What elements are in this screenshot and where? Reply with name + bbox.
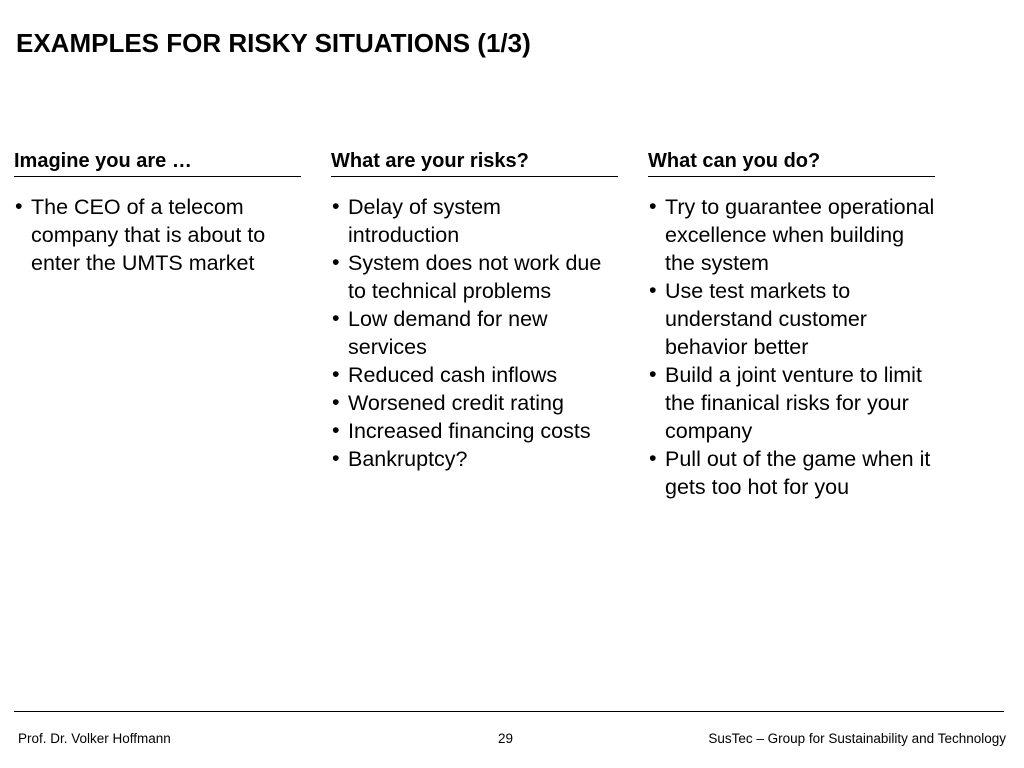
list-item [648, 277, 935, 361]
list-item-text: System does not work due to technical problems [348, 251, 602, 303]
list-item-text: Delay of system introduction [348, 195, 501, 247]
bullet-icon: • [332, 390, 340, 414]
bullet-icon: • [332, 250, 340, 274]
footer-divider [14, 711, 1004, 712]
column-heading-imagine: Imagine you are … [14, 146, 301, 177]
list-item-text: Pull out of the game when it gets too hot for you [665, 447, 931, 499]
column-imagine [14, 146, 301, 277]
bullet-icon: • [649, 446, 657, 470]
bullet-icon: • [649, 362, 657, 386]
list-item [331, 445, 618, 473]
bullet-icon: • [332, 362, 340, 386]
list-item-text: Build a joint venture to limit the finanical risks for your company [665, 363, 922, 443]
slide-title: EXAMPLES FOR RISKY SITUATIONS (1/3) [16, 28, 531, 58]
list-item [648, 361, 935, 445]
list-item-text: Bankruptcy? [348, 447, 468, 471]
list-item [331, 361, 618, 389]
list-item [14, 193, 301, 277]
list-item [648, 193, 935, 277]
list-item-text: Use test markets to understand customer behavior better [665, 279, 867, 359]
list-item-text: The CEO of a telecom company that is about to enter the UMTS market [31, 195, 266, 275]
bullet-icon: • [332, 418, 340, 442]
list-item-text: Low demand for new services [348, 307, 548, 359]
footer-organization: SusTec – Group for Sustainability and Technology [708, 731, 1006, 746]
bullet-icon: • [332, 194, 340, 218]
list-item [648, 445, 935, 501]
list-item [331, 305, 618, 361]
column-actions [648, 146, 935, 501]
list-item [331, 249, 618, 305]
column-risks [331, 146, 618, 473]
bullet-list-risks [331, 193, 618, 473]
bullet-list-imagine [14, 193, 301, 277]
bullet-icon: • [332, 446, 340, 470]
column-heading-actions: What can you do? [648, 146, 935, 177]
bullet-icon: • [649, 278, 657, 302]
bullet-icon: • [15, 194, 23, 218]
bullet-icon: • [332, 306, 340, 330]
list-item [331, 389, 618, 417]
list-item [331, 417, 618, 445]
list-item [331, 193, 618, 249]
list-item-text: Increased financing costs [348, 419, 591, 443]
bullet-list-actions [648, 193, 935, 501]
bullet-icon: • [649, 194, 657, 218]
page-number: 29 [498, 731, 514, 746]
list-item-text: Try to guarantee operational excellence when building the system [665, 195, 935, 275]
column-heading-risks: What are your risks? [331, 146, 618, 177]
list-item-text: Worsened credit rating [348, 391, 564, 415]
footer-author: Prof. Dr. Volker Hoffmann [18, 731, 171, 746]
list-item-text: Reduced cash inflows [348, 363, 558, 387]
